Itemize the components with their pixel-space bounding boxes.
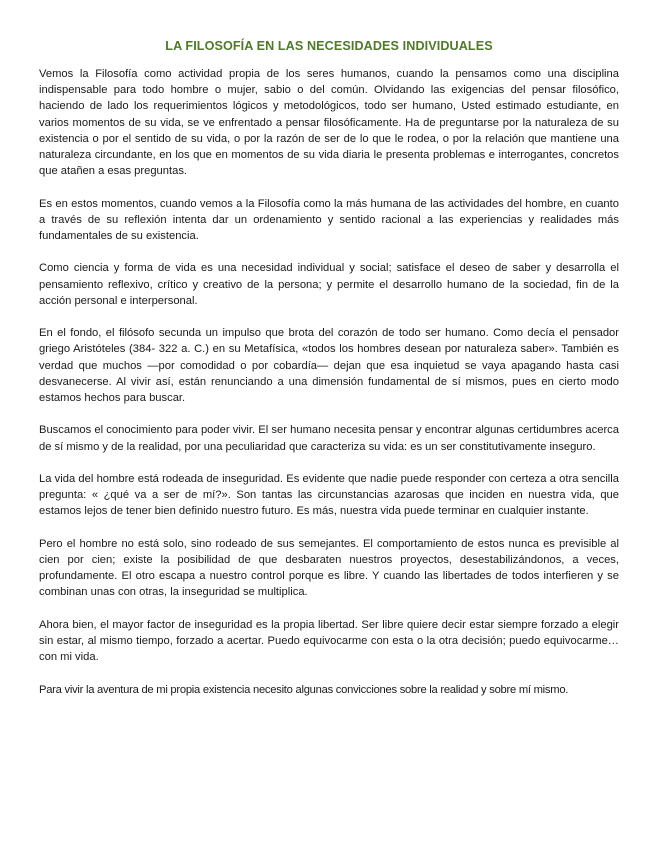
paragraph-5: Buscamos el conocimiento para poder vivir. El ser humano necesita pensar y encontrar algunas certidumbres acerca de sí mismo y de la realidad, por una peculiaridad que caracteriza su vida: es un ser constitutivamente inseguro. (39, 424, 619, 453)
paragraph-8: Ahora bien, el mayor factor de inseguridad es la propia libertad. Ser libre quiere decir estar siempre forzado a elegir sin estar, al mismo tiempo, forzado a acertar. Puedo equivocarme con esta o la otra decisión; puedo equivocarme… con mi vida. (39, 618, 619, 664)
paragraph-7: Pero el hombre no está solo, sino rodeado de sus semejantes. El comportamiento de estos nunca es previsible al cien por cien; existe la posibilidad de que desbaraten nuestros proyectos, desestabilizándonos, a veces, profundamente. El otro escapa a nuestro control porque es libre. Y cuando las libertades de todos interfieren y se combinan unas con otras, la inseguridad se multiplica. (39, 537, 619, 599)
paragraph-4: En el fondo, el filósofo secunda un impulso que brota del corazón de todo ser humano. Como decía el pensador griego Aristóteles (384- 322 a. C.) en su Metafísica, «todos los hombres desean por naturaleza saber». También es verdad que muchos —por comodidad o por cobardía— dejan que esa inquietud se vaya apagando hasta casi desvanecerse. Al vivir así, están renunciando a una dimensión fundamental de sí mismos, pues en cierto modo estamos hechos para buscar. (39, 327, 619, 405)
document-title: LA FILOSOFÍA EN LAS NECESIDADES INDIVIDUALES (165, 39, 493, 53)
paragraph-2: Es en estos momentos, cuando vemos a la Filosofía como la más humana de las actividades del hombre, en cuanto a través de su reflexión intenta dar un ordenamiento y sentido racional a las experiencias y realidades más fundamentales de su existencia. (39, 197, 619, 243)
paragraph-6: La vida del hombre está rodeada de inseguridad. Es evidente que nadie puede responder con certeza a otra sencilla pregunta: « ¿qué va a ser de mí?». Son tantas las circunstancias azarosas que inciden en nuestra vida, que estamos lejos de tener bien definido nuestro futuro. Es más, nuestra vida puede terminar en cualquier instante. (39, 473, 619, 518)
paragraph-1: Vemos la Filosofía como actividad propia de los seres humanos, cuando la pensamos como una disciplina indispensable para todo hombre o mujer, sabio o del común. Olvidando las exigencias del pensar filosófico, haciendo de lado los requerimientos lógicos y metodológicos, todo ser humano, Usted estimado estudiante, en varios momentos de su vida, se ve enfrentado a pensar filosóficamente. Ha de preguntarse por la naturaleza de su existencia o por el sentido de su vida, o por la razón de ser de lo que le rodea, o por la relación que mantiene una naturaleza circundante, en los que en momentos de su vida diaria le presenta problemas e interrogantes, concretos que atañen a esas preguntas. (39, 68, 619, 178)
document-page (39, 38, 619, 714)
paragraph-9: Para vivir la aventura de mi propia existencia necesito algunas convicciones sobre la realidad y sobre mí mismo. (39, 683, 569, 696)
paragraph-3: Como ciencia y forma de vida es una necesidad individual y social; satisface el deseo de saber y desarrolla el pensamiento reflexivo, crítico y creativo de la persona; y permite el desarrollo humano de la sociedad, fin de la acción personal e interpersonal. (39, 262, 619, 307)
